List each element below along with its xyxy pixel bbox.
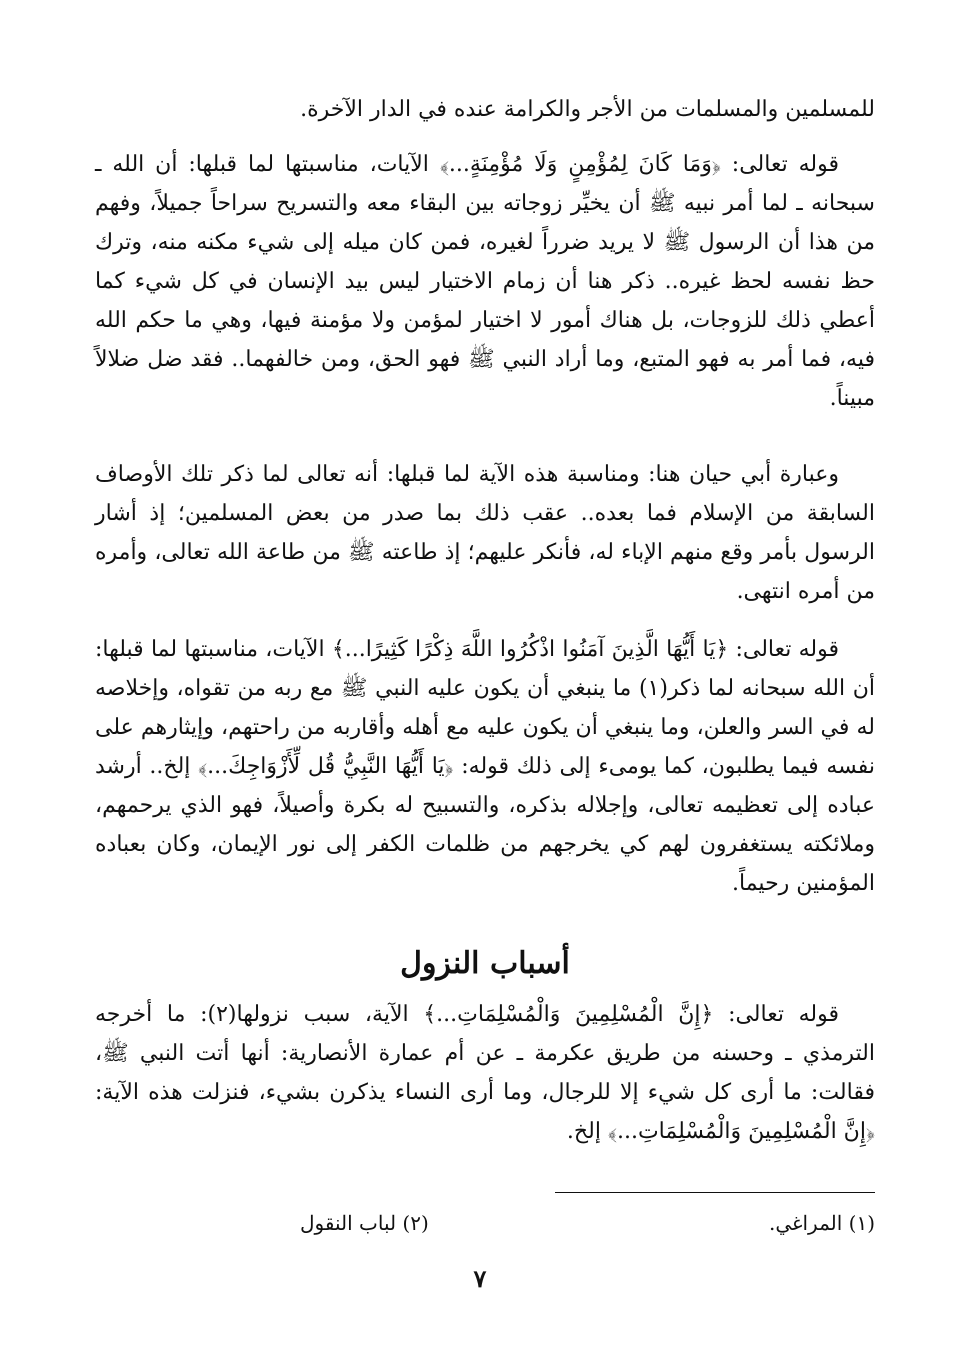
paragraph-continuation [95, 90, 875, 129]
section-heading: أسباب النزول [400, 946, 570, 981]
paragraph-revelation-reason [95, 995, 875, 1151]
paragraph-text: قوله تعالى: ﴿يَا أَيُّهَا الَّذِينَ آمَنُوا اذْكُرُوا اللَّهَ ذِكْرًا كَثِيرًا...﴾ الآيات، مناسبتها لما قبلها: أن الله سبحانه لما ذكر(١) ما ينبغي أن يكون عليه النبي ﷺ مع ربه من تقواه، وإخلاصه له في السر والعلن، وما ينبغي أن يكون عليه مع أهله وأقاربه من راحتهم، وإيثارهم على نفسه فيما يطلبون، كما يومىء إلى ذلك قوله: ﴿يَا أَيُّهَا النَّبِيُّ قُل لِّأَزْوَاجِكَ...﴾ إلخ.. أرشد عباده إلى تعظيمه تعالى، وإجلاله بذكره، والتسبيح له بكرة وأصيلاً، فهو الذي يرحمهم، وملائكته يستغفرون لهم كي يخرجهم من ظلمات الكفر إلى نور الإيمان، وكان بعباده المؤمنين رحيماً. [95, 637, 875, 896]
paragraph-verse-context [95, 145, 875, 418]
paragraph-abu-hayyan [95, 455, 875, 611]
footnotes [300, 1208, 875, 1238]
paragraph-text: قوله تعالى: ﴿وَمَا كَانَ لِمُؤْمِنٍ وَلَا مُؤْمِنَةٍ...﴾ الآيات، مناسبتها لما قبلها: أن الله ـ سبحانه ـ لما أمر نبيه ﷺ أن يخيِّر زوجاته بين البقاء معه والتسريح سراحاً جميلاً، وفهم من هذا أن الرسول ﷺ لا يريد ضرراً لغيره، فمن كان ميله إلى شيء مكنه منه، وترك حظ نفسه لحظ غيره.. ذكر هنا أن زمام الاختيار ليس بيد الإنسان في كل شيء كما أعطي ذلك للزوجات، بل هناك أمور لا اختيار لمؤمن ولا مؤمنة فيها، وهي ما حكم الله فيه، فما أمر به فهو المتبع، وما أراد النبي ﷺ فهو الحق، ومن خالفهما.. فقد ضل ضلالاً مبيناً. [95, 152, 875, 411]
paragraph-text: وعبارة أبي حيان هنا: ومناسبة هذه الآية لما قبلها: أنه تعالى لما ذكر تلك الأوصاف السابقة من الإسلام فما بعده.. عقب ذلك بما صدر من بعض المسلمين؛ إذ أشار الرسول بأمر وقع منهم الإباء له، فأنكر عليهم؛ إذ طاعته ﷺ من طاعة الله تعالى، وأمره من أمره انتهى. [95, 462, 876, 604]
paragraph-text: قوله تعالى: ﴿إِنَّ الْمُسْلِمِينَ وَالْمُسْلِمَاتِ...﴾ الآية، سبب نزولها(٢): ما أخرجه الترمذي ـ وحسنه من طريق عكرمة ـ عن أم عمارة الأنصارية: أنها أتت النبي ﷺ، فقالت: ما أرى كل شيء إلا للرجال، وما أرى النساء يذكرن بشيء، فنزلت هذه الآية: ﴿إِنَّ الْمُسْلِمِينَ وَالْمُسْلِمَاتِ...﴾ إلخ. [95, 1002, 875, 1144]
paragraph-text: للمسلمين والمسلمات من الأجر والكرامة عنده في الدار الآخرة. [300, 97, 875, 122]
footnote-1: (١) المراغي. [768, 1211, 875, 1235]
footnote-divider [555, 1192, 875, 1193]
paragraph-remembrance-verse [95, 630, 875, 903]
page-number: ٧ [473, 1264, 487, 1293]
footnote-2: (٢) لباب النقول [300, 1211, 429, 1235]
